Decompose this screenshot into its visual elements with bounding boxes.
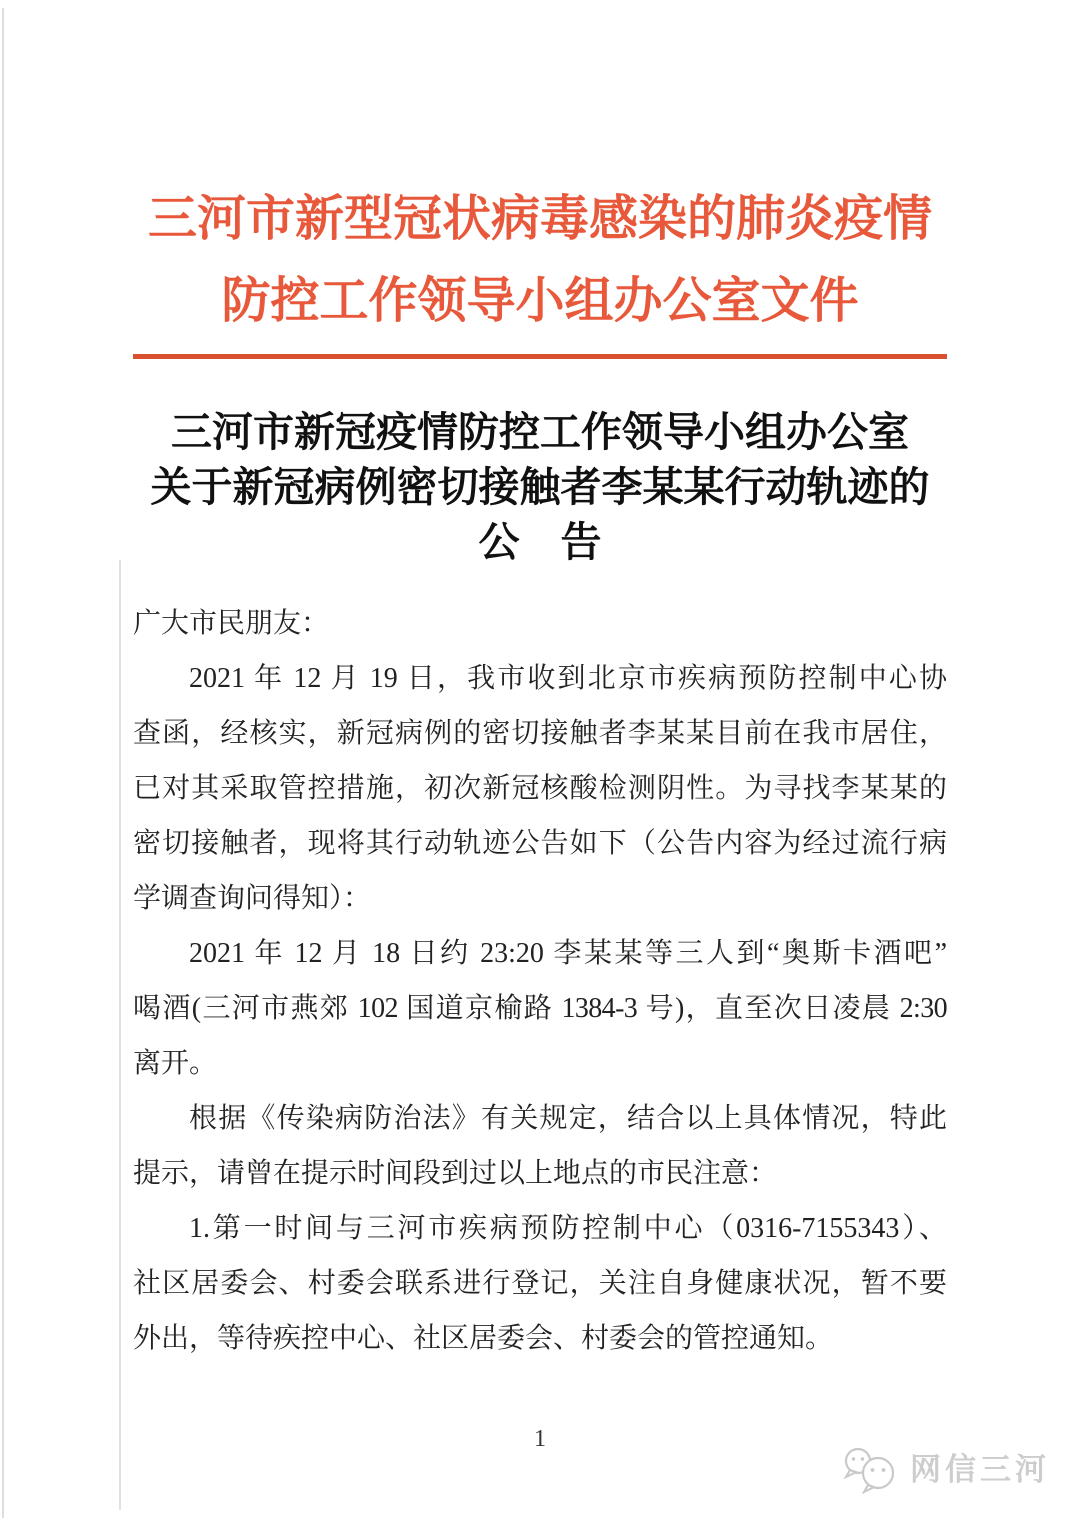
watermark [841, 1446, 1050, 1494]
body-line: 根据《传染病防治法》有关规定，结合以上具体情况，特此 [189, 1103, 947, 1134]
body-line: 社区居委会、村委会联系进行登记，关注自身健康状况，暂不要 [133, 1268, 947, 1299]
announcement-title [133, 405, 947, 570]
body-line: 学调查询问得知）： [133, 883, 372, 914]
salutation: 广大市民朋友： [133, 608, 330, 639]
wechat-icon [841, 1446, 901, 1494]
letterhead [133, 0, 947, 342]
body-line: 外出，等待疾控中心、社区居委会、村委会的管控通知。 [133, 1323, 834, 1354]
scan-edge-artifact [2, 8, 4, 1518]
body-line: 离开。 [133, 1048, 218, 1079]
letterhead-line-2: 防控工作领导小组办公室文件 [221, 274, 859, 328]
letterhead-line-1: 三河市新型冠状病毒感染的肺炎疫情 [147, 192, 932, 246]
body-line: 提示，请曾在提示时间段到过以上地点的市民注意： [133, 1158, 778, 1189]
body-line: 喝酒(三河市燕郊 102 国道京榆路 1384-3 号)，直至次日凌晨 2:30 [133, 993, 947, 1024]
letterhead-rule [133, 354, 947, 359]
scan-crease-artifact [119, 560, 121, 1510]
body-line: 密切接触者，现将其行动轨迹公告如下（公告内容为经过流行病 [133, 828, 947, 859]
document-body [133, 596, 947, 1366]
page-number: 1 [534, 1426, 546, 1452]
watermark-label: 网信三河 [910, 1452, 1050, 1487]
title-line-2: 关于新冠病例密切接触者李某某行动轨迹的 [150, 464, 930, 510]
body-line: 2021 年 12 月 18 日约 23:20 李某某等三人到“奥斯卡酒吧” [189, 938, 947, 969]
body-line: 查函，经核实，新冠病例的密切接触者李某某目前在我市居住， [133, 718, 947, 749]
document-content [133, 0, 947, 1366]
title-line-3: 公 告 [478, 519, 602, 565]
body-line: 1.第一时间与三河市疾病预防控制中心（0316-7155343）、 [189, 1213, 947, 1244]
title-line-1: 三河市新冠疫情防控工作领导小组办公室 [171, 409, 909, 455]
body-line: 已对其采取管控措施，初次新冠核酸检测阴性。为寻找李某某的 [133, 773, 947, 804]
body-line: 2021 年 12 月 19 日，我市收到北京市疾病预防控制中心协 [189, 663, 947, 694]
